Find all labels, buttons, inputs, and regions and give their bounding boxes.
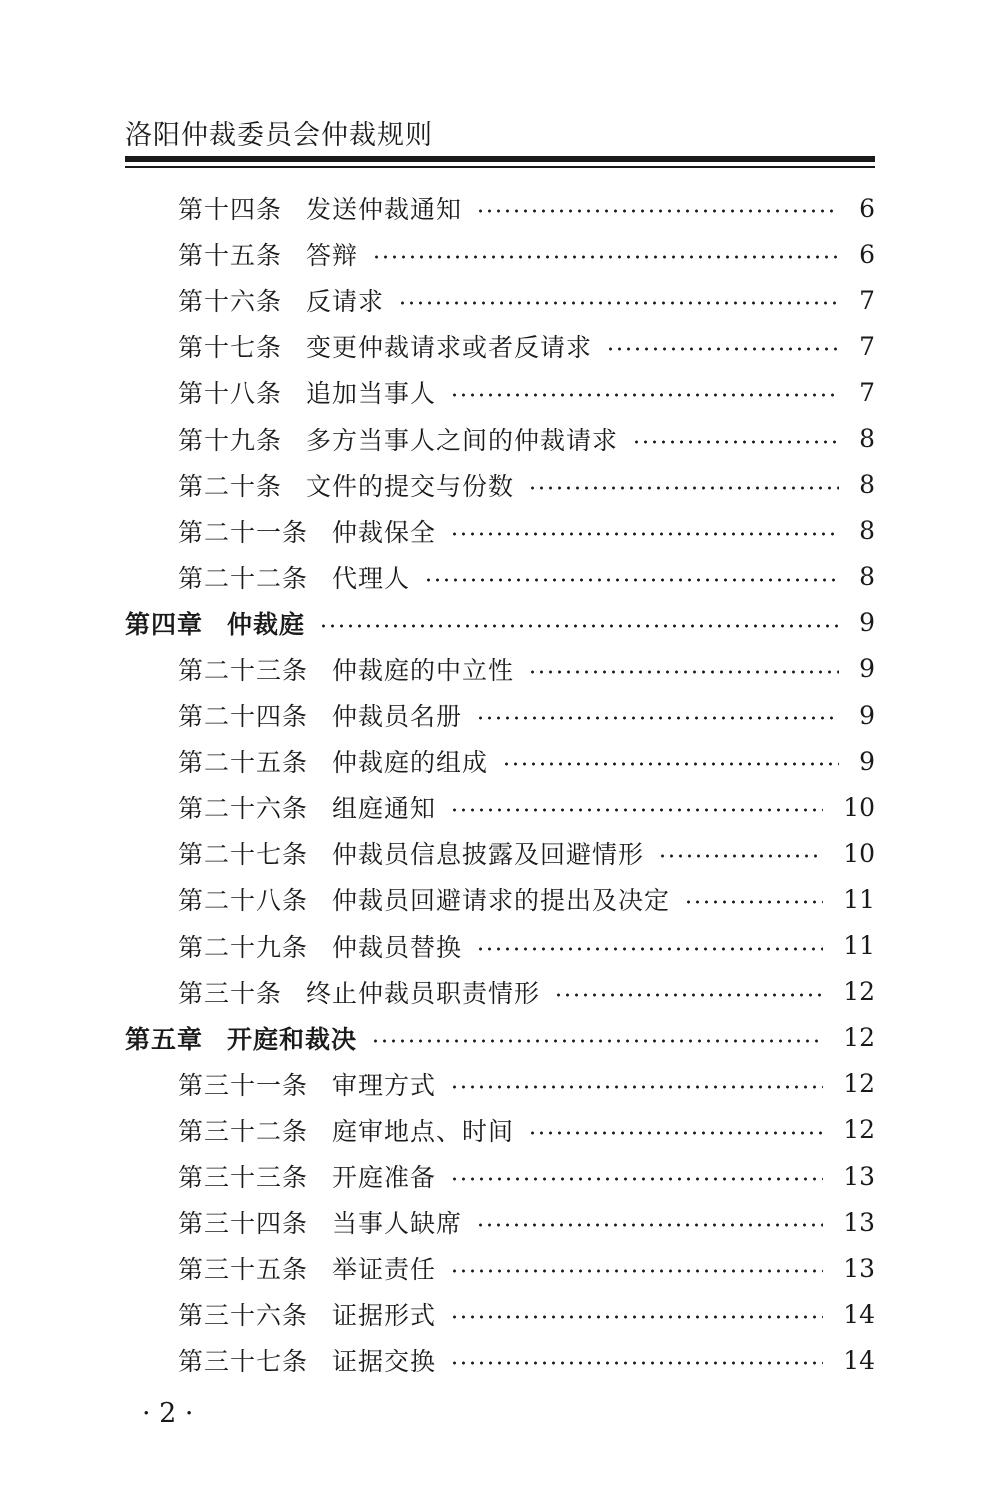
- toc-article-entry[interactable]: [0, 738, 1000, 784]
- dot-leader: [319, 624, 839, 628]
- toc-chapter-entry[interactable]: [0, 1015, 1000, 1061]
- toc-entry-title: 当事人缺席: [332, 1209, 463, 1239]
- toc-entry-title: 审理方式: [332, 1070, 437, 1100]
- dot-leader: [476, 716, 839, 720]
- table-of-contents: [0, 185, 1000, 1383]
- toc-entry-title: 答辩: [306, 241, 359, 271]
- toc-entry-title: 仲裁保全: [332, 517, 437, 547]
- toc-article-entry[interactable]: [0, 646, 1000, 692]
- dot-leader: [554, 993, 823, 997]
- toc-entry-number: 第五章: [125, 1024, 204, 1054]
- toc-article-entry[interactable]: [0, 554, 1000, 600]
- toc-entry-number: 第二十二条: [178, 563, 309, 593]
- dot-leader: [476, 947, 823, 951]
- toc-entry-title: 多方当事人之间的仲裁请求: [306, 425, 619, 455]
- dot-leader: [528, 670, 839, 674]
- dot-leader: [450, 1361, 823, 1365]
- toc-entry-page: 9: [859, 654, 875, 684]
- header-rule-thin: [125, 166, 875, 168]
- toc-entry-title: 开庭和裁决: [227, 1024, 358, 1054]
- toc-entry-number: 第二十七条: [178, 840, 309, 870]
- toc-entry-page: 7: [859, 285, 875, 315]
- toc-entry-page: 8: [859, 424, 875, 454]
- toc-entry-title: 仲裁员信息披露及回避情形: [332, 840, 645, 870]
- toc-article-entry[interactable]: [0, 231, 1000, 277]
- toc-article-entry[interactable]: [0, 1107, 1000, 1153]
- toc-article-entry[interactable]: [0, 1061, 1000, 1107]
- toc-article-entry[interactable]: [0, 185, 1000, 231]
- toc-entry-number: 第三十一条: [178, 1070, 309, 1100]
- toc-entry-number: 第十六条: [178, 287, 283, 317]
- toc-entry-number: 第十八条: [178, 379, 283, 409]
- toc-article-entry[interactable]: [0, 969, 1000, 1015]
- toc-entry-title: 发送仲裁通知: [306, 195, 463, 225]
- dot-leader: [450, 393, 839, 397]
- toc-entry-number: 第三十七条: [178, 1347, 309, 1377]
- dot-leader: [528, 486, 839, 490]
- toc-article-entry[interactable]: [0, 1245, 1000, 1291]
- toc-article-entry[interactable]: [0, 1199, 1000, 1245]
- toc-entry-number: 第二十一条: [178, 517, 309, 547]
- toc-entry-number: 第十七条: [178, 333, 283, 363]
- dot-leader: [502, 762, 839, 766]
- dot-leader: [450, 1315, 823, 1319]
- toc-entry-page: 11: [843, 884, 875, 914]
- toc-entry-title: 追加当事人: [306, 379, 437, 409]
- toc-entry-title: 证据形式: [332, 1301, 437, 1331]
- toc-entry-number: 第二十条: [178, 471, 283, 501]
- toc-entry-page: 14: [843, 1345, 875, 1375]
- toc-entry-number: 第二十八条: [178, 886, 309, 916]
- toc-article-entry[interactable]: [0, 1291, 1000, 1337]
- toc-entry-page: 12: [843, 1069, 875, 1099]
- toc-article-entry[interactable]: [0, 1337, 1000, 1383]
- toc-entry-page: 14: [843, 1299, 875, 1329]
- toc-entry-title: 仲裁庭的组成: [332, 748, 489, 778]
- dot-leader: [606, 347, 839, 351]
- dot-leader: [450, 1269, 823, 1273]
- dot-leader: [658, 854, 823, 858]
- toc-article-entry[interactable]: [0, 369, 1000, 415]
- dot-leader: [450, 532, 839, 536]
- toc-article-entry[interactable]: [0, 692, 1000, 738]
- toc-article-entry[interactable]: [0, 462, 1000, 508]
- dot-leader: [398, 301, 839, 305]
- toc-entry-number: 第二十九条: [178, 932, 309, 962]
- toc-entry-number: 第四章: [125, 609, 204, 639]
- toc-entry-number: 第三十六条: [178, 1301, 309, 1331]
- toc-entry-page: 7: [859, 377, 875, 407]
- toc-entry-title: 举证责任: [332, 1255, 437, 1285]
- dot-leader: [528, 1131, 823, 1135]
- toc-entry-title: 仲裁庭: [227, 609, 306, 639]
- toc-entry-page: 8: [859, 470, 875, 500]
- toc-article-entry[interactable]: [0, 1153, 1000, 1199]
- toc-entry-title: 变更仲裁请求或者反请求: [306, 333, 593, 363]
- toc-article-entry[interactable]: [0, 508, 1000, 554]
- dot-leader: [450, 808, 823, 812]
- toc-entry-number: 第十四条: [178, 195, 283, 225]
- toc-entry-title: 组庭通知: [332, 794, 437, 824]
- toc-entry-page: 12: [843, 1023, 875, 1053]
- page-number: · 2 ·: [142, 1398, 194, 1429]
- toc-entry-title: 终止仲裁员职责情形: [306, 978, 541, 1008]
- toc-entry-page: 13: [843, 1253, 875, 1283]
- toc-entry-number: 第二十六条: [178, 794, 309, 824]
- toc-entry-number: 第十九条: [178, 425, 283, 455]
- toc-entry-title: 反请求: [306, 287, 385, 317]
- toc-entry-title: 证据交换: [332, 1347, 437, 1377]
- toc-entry-page: 8: [859, 562, 875, 592]
- toc-entry-title: 仲裁员回避请求的提出及决定: [332, 886, 671, 916]
- toc-article-entry[interactable]: [0, 784, 1000, 830]
- toc-article-entry[interactable]: [0, 876, 1000, 922]
- toc-entry-title: 仲裁员替换: [332, 932, 463, 962]
- toc-entry-page: 13: [843, 1161, 875, 1191]
- toc-entry-title: 庭审地点、时间: [332, 1116, 515, 1146]
- toc-entry-page: 13: [843, 1207, 875, 1237]
- toc-entry-number: 第三十二条: [178, 1116, 309, 1146]
- toc-entry-title: 文件的提交与份数: [306, 471, 515, 501]
- dot-leader: [684, 900, 823, 904]
- toc-entry-title: 代理人: [332, 563, 411, 593]
- dot-leader: [371, 1039, 823, 1043]
- dot-leader: [450, 1085, 823, 1089]
- toc-entry-page: 10: [843, 838, 875, 868]
- dot-leader: [632, 440, 839, 444]
- toc-entry-page: 6: [859, 239, 875, 269]
- toc-entry-number: 第三十三条: [178, 1163, 309, 1193]
- toc-entry-title: 仲裁庭的中立性: [332, 655, 515, 685]
- toc-entry-number: 第二十三条: [178, 655, 309, 685]
- toc-article-entry[interactable]: [0, 830, 1000, 876]
- toc-entry-number: 第三十四条: [178, 1209, 309, 1239]
- toc-entry-page: 8: [859, 516, 875, 546]
- toc-entry-page: 7: [859, 331, 875, 361]
- toc-entry-page: 12: [843, 977, 875, 1007]
- running-header-title: 洛阳仲裁委员会仲裁规则: [125, 120, 433, 151]
- dot-leader: [450, 1177, 823, 1181]
- toc-article-entry[interactable]: [0, 923, 1000, 969]
- dot-leader: [476, 209, 839, 213]
- toc-entry-page: 12: [843, 1115, 875, 1145]
- toc-entry-title: 开庭准备: [332, 1163, 437, 1193]
- toc-chapter-entry[interactable]: [0, 600, 1000, 646]
- toc-article-entry[interactable]: [0, 323, 1000, 369]
- dot-leader: [476, 1223, 823, 1227]
- toc-entry-number: 第二十四条: [178, 702, 309, 732]
- toc-entry-page: 9: [859, 608, 875, 638]
- toc-entry-page: 10: [843, 792, 875, 822]
- toc-entry-page: 9: [859, 700, 875, 730]
- dot-leader: [372, 255, 839, 259]
- toc-article-entry[interactable]: [0, 415, 1000, 461]
- toc-entry-number: 第二十五条: [178, 748, 309, 778]
- toc-entry-number: 第三十五条: [178, 1255, 309, 1285]
- toc-entry-page: 6: [859, 193, 875, 223]
- toc-entry-page: 11: [843, 931, 875, 961]
- toc-entry-number: 第三十条: [178, 978, 283, 1008]
- toc-entry-number: 第十五条: [178, 241, 283, 271]
- toc-entry-title: 仲裁员名册: [332, 702, 463, 732]
- toc-entry-page: 9: [859, 746, 875, 776]
- dot-leader: [424, 578, 839, 582]
- toc-article-entry[interactable]: [0, 277, 1000, 323]
- header-rule-thick: [125, 156, 875, 162]
